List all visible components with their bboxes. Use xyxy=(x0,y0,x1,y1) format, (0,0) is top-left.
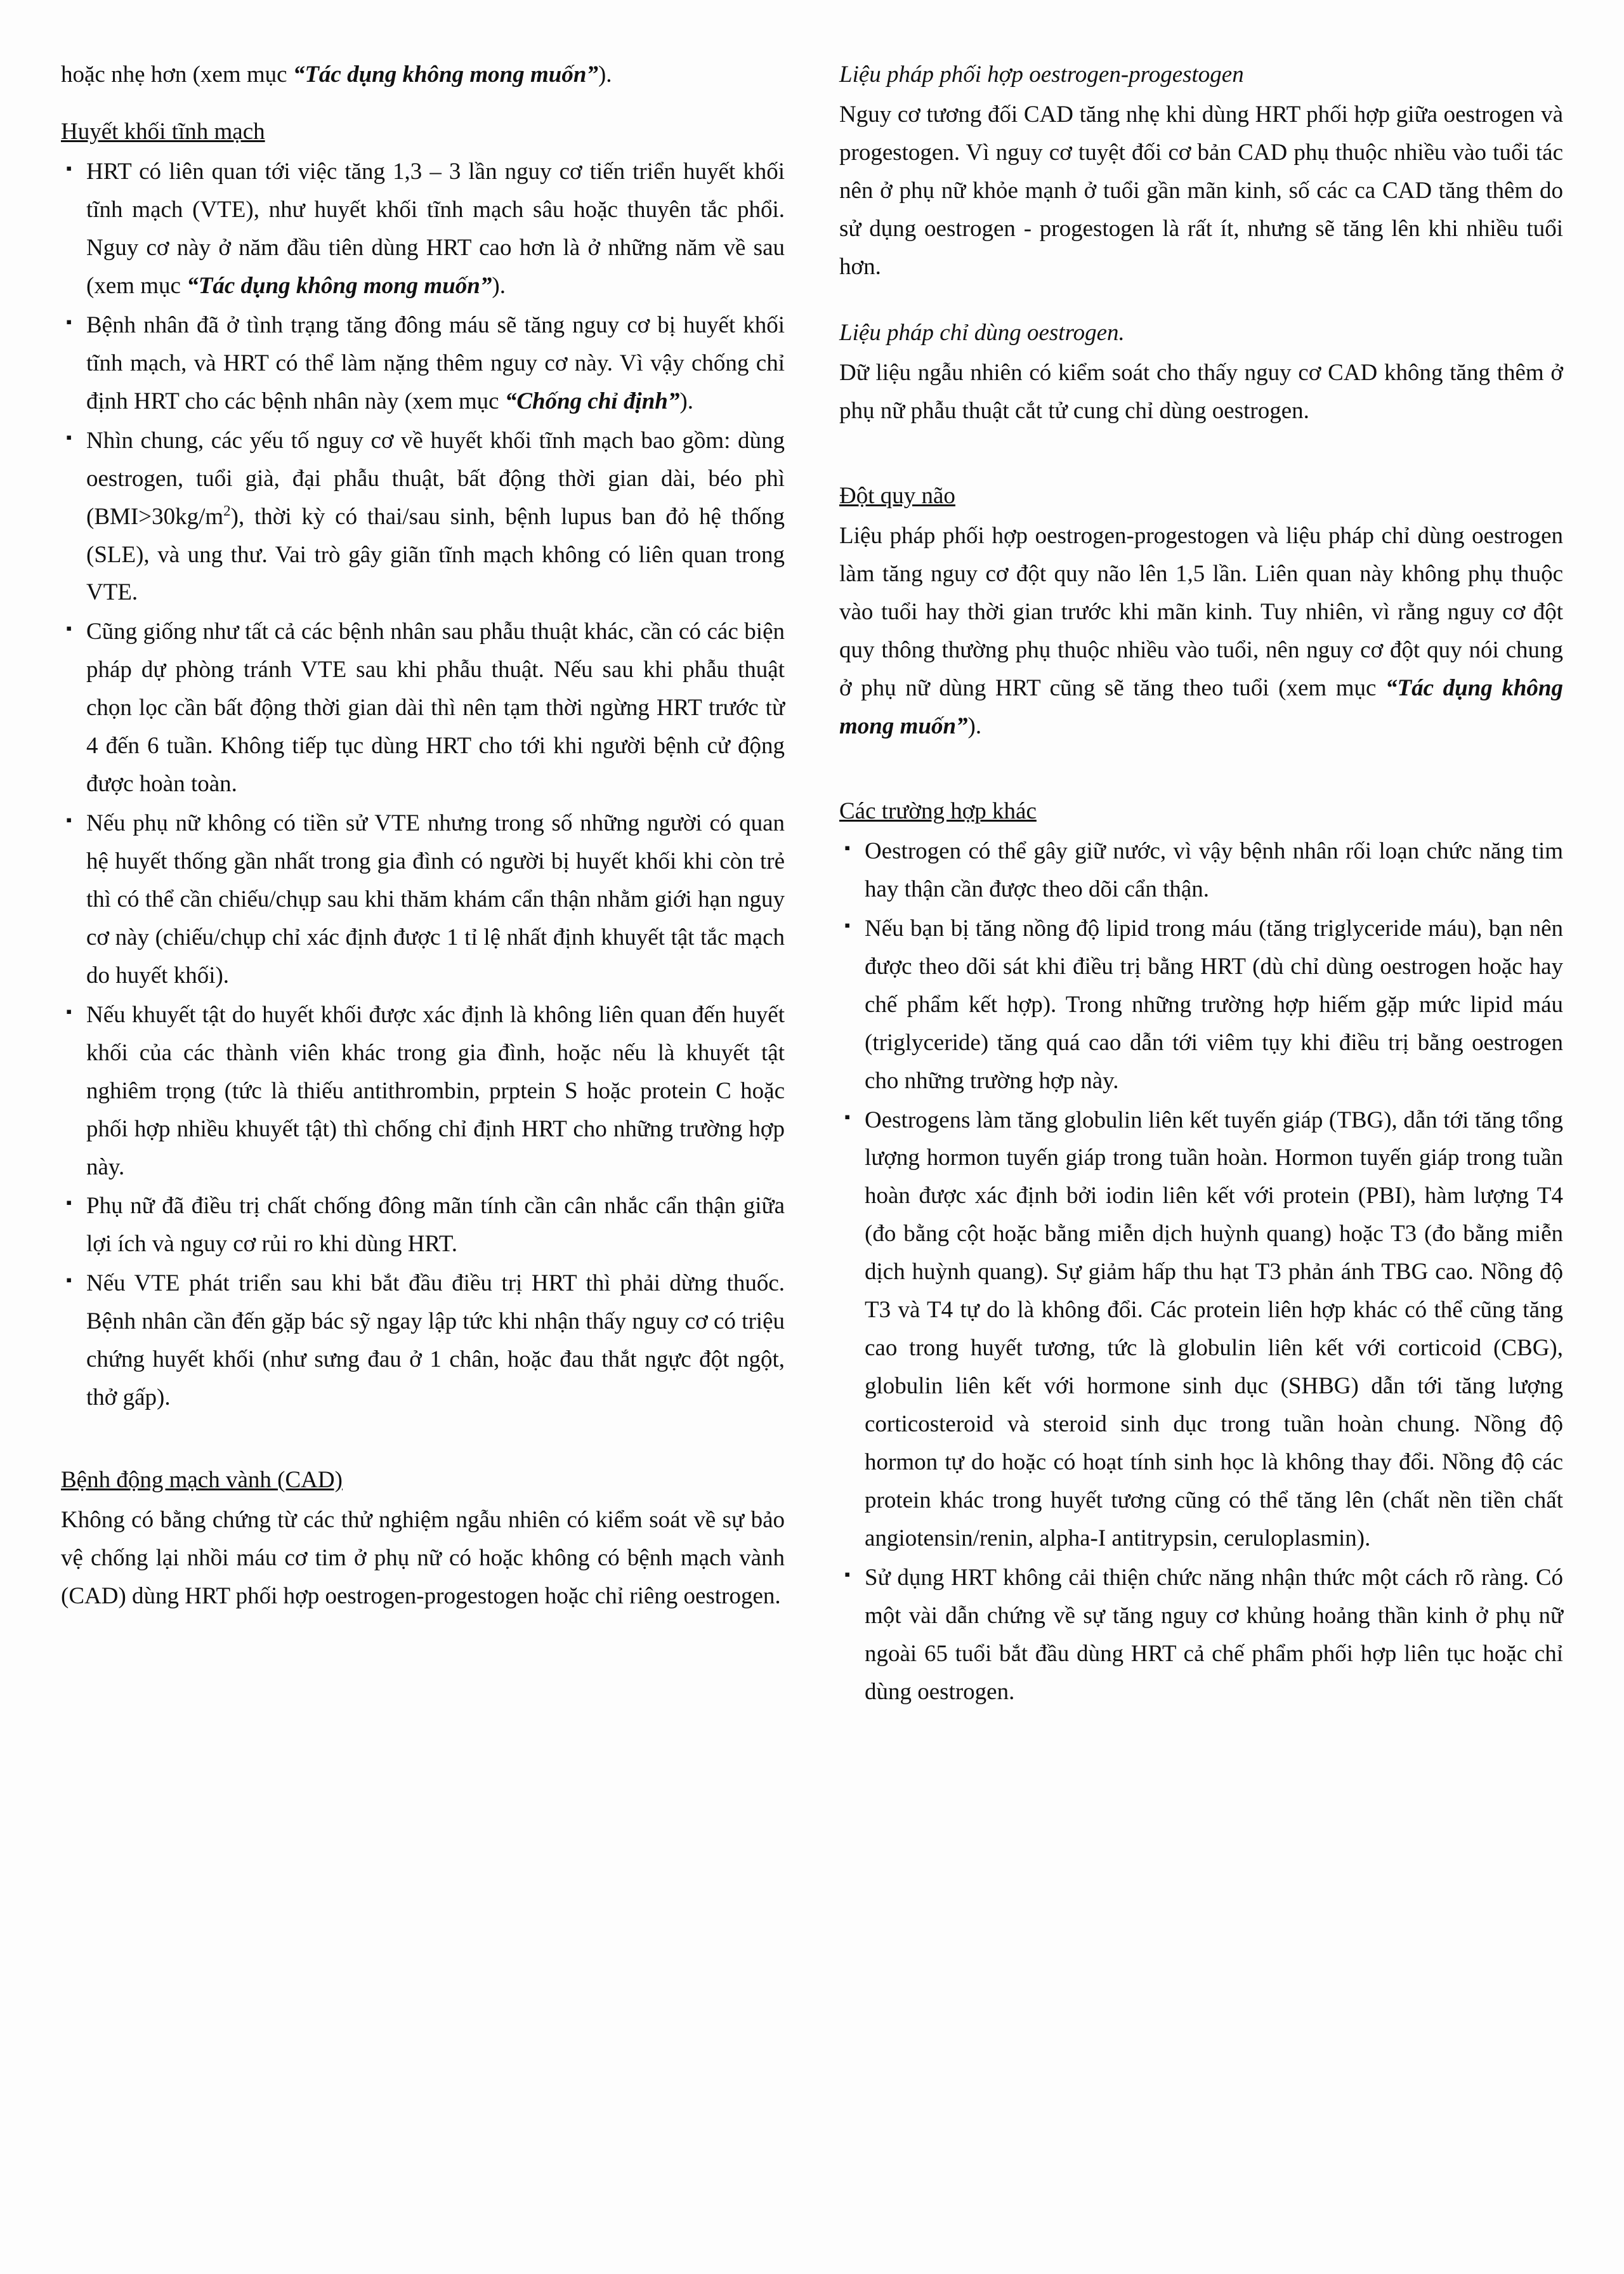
heading-cac-truong-hop-khac: Các trường hợp khác xyxy=(839,798,1037,824)
list-item xyxy=(61,306,785,421)
intro-paragraph xyxy=(61,56,785,94)
list-item xyxy=(61,805,785,995)
heading-benh-dong-mach-vanh: Bệnh động mạch vành (CAD) xyxy=(61,1467,343,1494)
bullet-text-part1: Nếu khuyết tật do huyết khối được xác định là không liên quan đến huyết khối của các thành viên khác trong gia đình, hoặc nếu là khuyết tật nghiêm trọng (tức là thiếu antithrombin, prptein S hoặc protein C hoặc phối hợp nhiều khuyết tật) thì chống chỉ định HRT cho những trường hợp này. xyxy=(86,1001,785,1180)
bullet-text-part1: Nếu bạn bị tăng nồng độ lipid trong máu (tăng triglyceride máu), bạn nên được theo dõi sát khi điều trị bằng HRT (dù chỉ dùng oestrogen hoặc hay chế phẩm kết hợp). Trong những trường hợp hiếm gặp mức lipid máu (triglyceride) tăng quá cao dẫn tới viêm tụy khi điều trị bằng oestrogen cho những trường hợp này. xyxy=(865,915,1563,1094)
bullet-text-part1: Nếu phụ nữ không có tiền sử VTE nhưng trong số những người có quan hệ huyết thống gần nhất trong gia đình có người bị huyết khối khi còn trẻ thì có thể cần chiếu/chụp sau khi thăm khám cẩn thận nhằm giới hạn nguy cơ này (chiếu/chụp chỉ xác định được 1 tỉ lệ nhất định khuyết tật tắc mạch do huyết khối). xyxy=(86,810,785,989)
list-item xyxy=(61,1187,785,1263)
bullet-text-part1: Sử dụng HRT không cải thiện chức năng nhận thức một cách rõ ràng. Có một vài dẫn chứng về sự tăng nguy cơ khủng hoảng thần kinh ở phụ nữ ngoài 65 tuổi bắt đầu dùng HRT cả chế phẩm phối hợp liên tục hoặc chỉ dùng oestrogen. xyxy=(865,1564,1563,1705)
other-cases-bullet-list xyxy=(839,832,1563,1711)
bullet-emphasis: “Chống chỉ định” xyxy=(504,388,680,414)
vte-bullet-list xyxy=(61,153,785,1417)
heading-dot-quy-nao: Đột quy não xyxy=(839,482,955,509)
intro-emphasis: “Tác dụng không mong muốn” xyxy=(292,62,598,88)
list-item xyxy=(61,422,785,612)
list-item xyxy=(839,832,1563,909)
two-column-layout xyxy=(61,56,1563,2236)
bullet-text-part2: ). xyxy=(492,272,506,299)
stroke-text-part1: Liệu pháp phối hợp oestrogen-progestogen và liệu pháp chỉ dùng oestrogen làm tăng nguy cơ đột quy não lên 1,5 lần. Liên quan này không phụ thuộc vào tuổi hay thời gian trước khi mãn kinh. Tuy nhiên, vì rằng nguy cơ đột quy thông thường phụ thuộc nhiều vào tuổi, nên nguy cơ đột quy nói chung ở phụ nữ dùng HRT cũng sẽ tăng theo tuổi (xem mục xyxy=(839,523,1563,701)
heading-lieu-phap-phoi-hop: Liệu pháp phối hợp oestrogen-progestogen xyxy=(839,62,1244,88)
intro-text-after: ). xyxy=(598,62,612,88)
bullet-text-part1: Phụ nữ đã điều trị chất chống đông mãn tính cần cân nhắc cẩn thận giữa lợi ích và nguy cơ rủi ro khi dùng HRT. xyxy=(86,1193,785,1258)
left-column xyxy=(61,56,785,2236)
bullet-text-part1: Oestrogens làm tăng globulin liên kết tuyến giáp (TBG), dẫn tới tăng tổng lượng hormon tuyến giáp trong tuần hoàn. Hormon tuyến giáp trong tuần hoàn được xác định bởi iodin liên kết với protein (PBI), hàm lượng T4 (đo bằng cột hoặc bằng miễn dịch huỳnh quang) hoặc T3 (đo bằng miễn dịch huỳnh quang). Sự giảm hấp thu hạt T3 phản ánh TBG cao. Nồng độ T3 và T4 tự do là không đổi. Các protein liên hợp khác có thể cũng tăng cao trong huyết tương, tức là globulin liên kết với corticoid (CBG), globulin liên kết với hormone sinh dục (SHBG) dẫn tới tăng lượng corticosteroid và steroid sinh dục trong tuần hoàn chung. Nồng độ hormon tự do hoặc có hoạt tính sinh học là không thay đổi. Nồng độ các protein khác trong huyết tương cũng có thể tăng lên (chất nền tiền chất angiotensin/renin, alpha-I antitrypsin, ceruloplasmin). xyxy=(865,1107,1563,1551)
intro-text-before: hoặc nhẹ hơn (xem mục xyxy=(61,62,293,88)
section-spacer xyxy=(839,290,1563,314)
stroke-paragraph xyxy=(839,517,1563,746)
bullet-text-part1: Nhìn chung, các yếu tố nguy cơ về huyết khối tĩnh mạch bao gồm: dùng oestrogen, tuổi già, đại phẫu thuật, bất động thời gian dài, béo phì (BMI>30kg/m xyxy=(86,427,785,530)
cad-paragraph: Không có bằng chứng từ các thử nghiệm ngẫu nhiên có kiểm soát về sự bảo vệ chống lại nhồi máu cơ tim ở phụ nữ có hoặc không có bệnh mạch vành (CAD) dùng HRT phối hợp oestrogen-progestogen hoặc chỉ riêng oestrogen. xyxy=(61,1507,785,1610)
bullet-text-part1: Nếu VTE phát triển sau khi bắt đầu điều trị HRT thì phải dừng thuốc. Bệnh nhân cần đến gặp bác sỹ ngay lập tức khi nhận thấy nguy cơ có triệu chứng huyết khối (như sưng đau ở 1 chân, hoặc đau thắt ngực đột ngột, thở gấp). xyxy=(86,1270,785,1411)
section-spacer xyxy=(61,1418,785,1442)
stroke-emphasis: “Tác dụng không mong muốn” xyxy=(839,674,1563,739)
list-item xyxy=(61,1265,785,1417)
bullet-text-part2: ). xyxy=(679,388,693,414)
bullet-text-part1: Cũng giống như tất cả các bệnh nhân sau phẫu thuật khác, cần có các biện pháp dự phòng tránh VTE sau khi phẫu thuật. Nếu sau khi phẫu thuật chọn lọc cần bất động thời gian dài thì nên tạm thời ngừng HRT trước từ 4 đến 6 tuần. Không tiếp tục dùng HRT cho tới khi người bệnh cử động được hoàn toàn. xyxy=(86,619,785,798)
list-item xyxy=(839,1559,1563,1711)
stroke-text-part2: ). xyxy=(967,713,982,739)
bullet-emphasis: “Tác dụng không mong muốn” xyxy=(187,272,492,299)
estrogen-only-paragraph: Dữ liệu ngẫu nhiên có kiểm soát cho thấy nguy cơ CAD không tăng thêm ở phụ nữ phẫu thuật cắt tử cung chỉ dùng oestrogen. xyxy=(839,360,1563,424)
list-item xyxy=(839,1101,1563,1558)
combined-therapy-paragraph: Nguy cơ tương đối CAD tăng nhẹ khi dùng HRT phối hợp giữa oestrogen và progestogen. Vì nguy cơ tuyệt đối cơ bản CAD phụ thuộc nhiều vào tuổi tác nên ở phụ nữ khỏe mạnh ở tuổi gần mãn kinh, số các ca CAD tăng thêm do sử dụng oestrogen - progestogen là rất ít, nhưng sẽ tăng lên khi nhiều tuổi hơn. xyxy=(839,102,1563,280)
bullet-text-part2: ), thời kỳ có thai/sau sinh, bệnh lupus ban đỏ hệ thống (SLE), và ung thư. Vai trò gây giãn tĩnh mạch không có liên quan trong VTE. xyxy=(86,503,785,606)
list-item xyxy=(61,153,785,305)
bullet-text-part1: Oestrogen có thể gây giữ nước, vì vậy bệnh nhân rối loạn chức năng tim hay thận cần được theo dõi cẩn thận. xyxy=(865,838,1563,902)
bullet-text-part1: Bệnh nhân đã ở tình trạng tăng đông máu sẽ tăng nguy cơ bị huyết khối tĩnh mạch, và HRT có thể làm nặng thêm nguy cơ này. Vì vậy chống chỉ định HRT cho các bệnh nhân này (xem mục xyxy=(86,312,785,414)
list-item xyxy=(839,910,1563,1100)
right-column xyxy=(839,56,1563,2236)
heading-huyet-khoi-tinh-mach: Huyết khối tĩnh mạch xyxy=(61,118,265,145)
bullet-text-part1: HRT có liên quan tới việc tăng 1,3 – 3 lần nguy cơ tiến triển huyết khối tĩnh mạch (VTE), như huyết khối tĩnh mạch sâu hoặc thuyên tắc phổi. Nguy cơ này ở năm đầu tiên dùng HRT cao hơn là ở những năm về sau (xem mục xyxy=(86,159,785,299)
heading-lieu-phap-chi-dung-oestrogen: Liệu pháp chỉ dùng oestrogen. xyxy=(839,319,1125,346)
section-spacer xyxy=(839,749,1563,773)
list-item xyxy=(61,613,785,803)
bullet-superscript: 2 xyxy=(223,503,231,519)
list-item xyxy=(61,996,785,1186)
section-spacer xyxy=(839,434,1563,458)
